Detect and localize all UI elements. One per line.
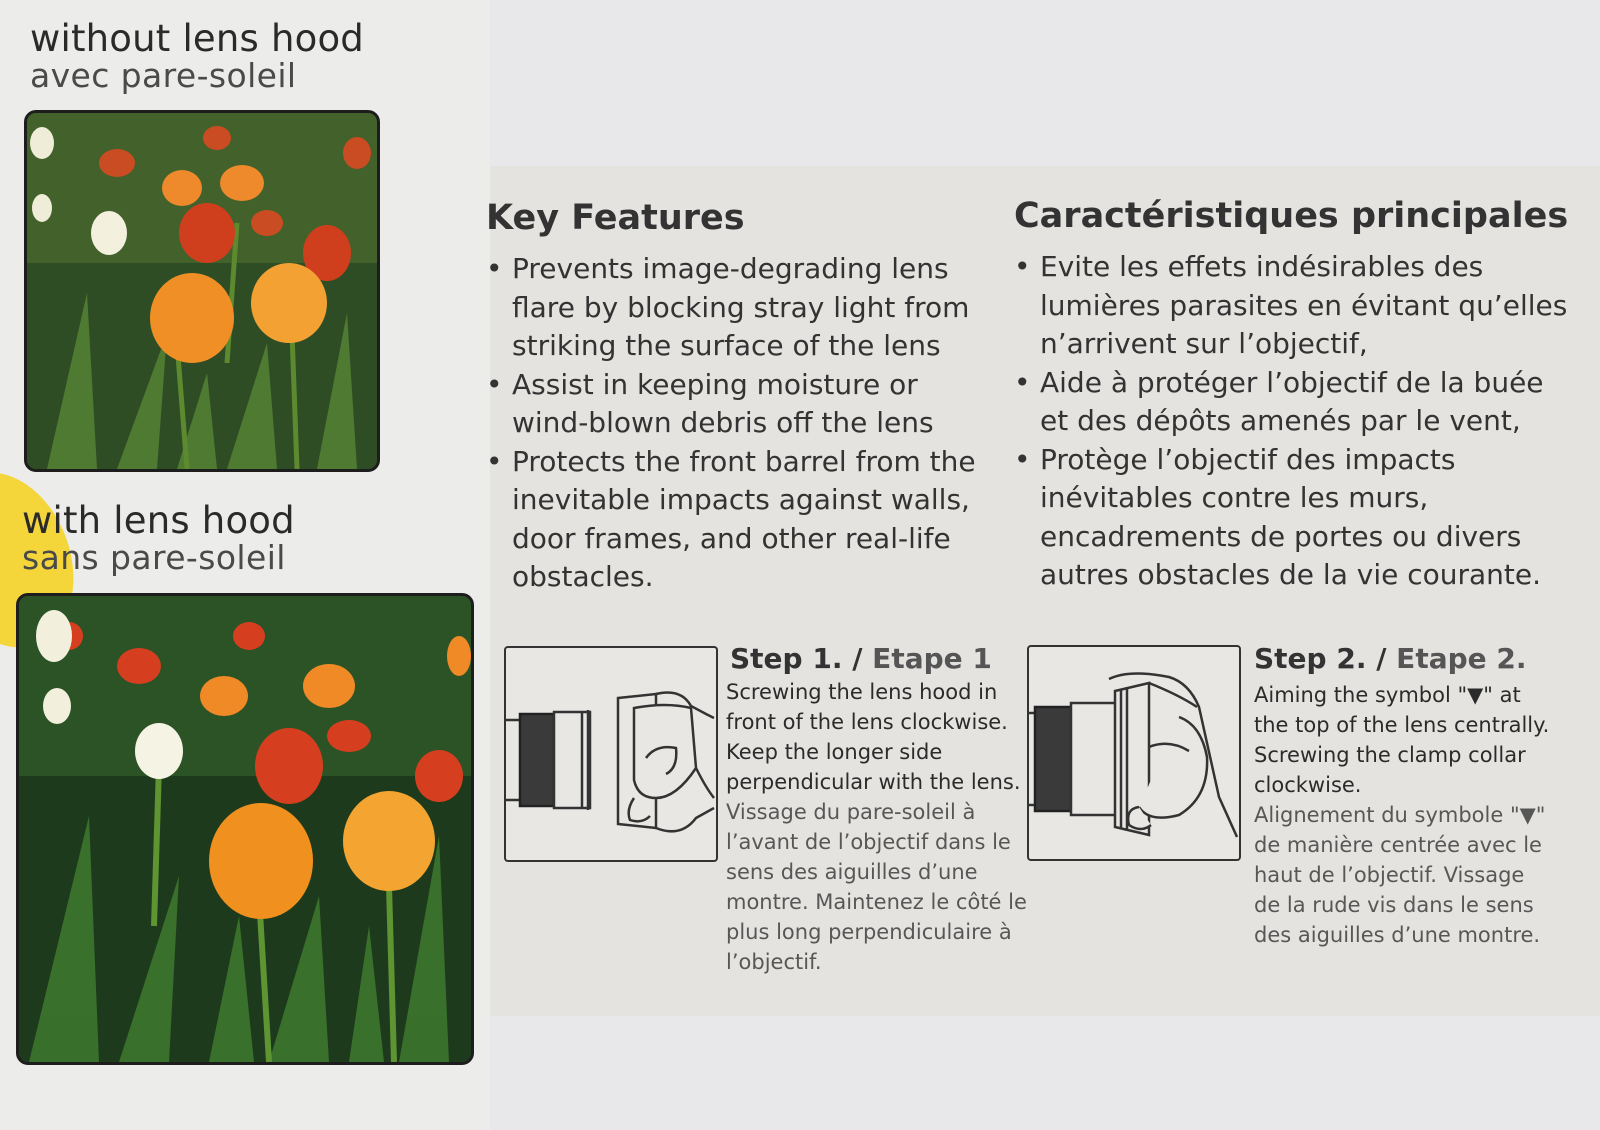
key-features-heading: Key Features <box>486 198 745 238</box>
tulip-photo-without-hood <box>24 110 380 472</box>
top-caption <box>30 17 364 95</box>
step2-title <box>1254 642 1527 675</box>
feature-item-fr: • Evite les effets indésirables des lumières parasites en évitant qu’elles n’arrivent sur l’objectif, <box>1014 248 1574 364</box>
step1-text-fr: Vissage du pare-soleil à l’avant de l’objectif dans le sens des aiguilles d’une montre. Maintenez le côté le plus long perpendiculaire à l’objectif. <box>726 800 1027 974</box>
top-caption-fr: avec pare-soleil <box>30 55 297 95</box>
key-features-list <box>486 250 986 597</box>
step1-illustration <box>504 646 718 862</box>
step2-text <box>1254 680 1554 950</box>
feature-item-fr: • Aide à protéger l’objectif de la buée et des dépôts amenés par le vent, <box>1014 364 1574 441</box>
step2-title-fr: Etape 2. <box>1386 642 1527 675</box>
left-panel <box>0 0 490 1130</box>
bottom-caption-fr: sans pare-soleil <box>22 537 286 577</box>
bottom-caption <box>22 499 295 577</box>
feature-item-en: • Assist in keeping moisture or wind-blown debris off the lens <box>486 366 986 443</box>
caracteristiques-list <box>1014 248 1574 595</box>
tulip-photo-with-hood <box>16 593 474 1065</box>
bottom-caption-en: with lens hood <box>22 499 295 542</box>
lens-hood-clamp-icon <box>1029 647 1239 859</box>
feature-item-fr: • Protège l’objectif des impacts inévitables contre les murs, encadrements de portes ou divers autres obstacles de la vie courante. <box>1014 441 1574 595</box>
step2-illustration <box>1027 645 1241 861</box>
feature-item-en: • Protects the front barrel from the inevitable impacts against walls, door frames, and other real-life obstacles. <box>486 443 986 597</box>
step2-title-en: Step 2. / <box>1254 642 1387 675</box>
feature-item-en: • Prevents image-degrading lens flare by blocking stray light from striking the surface of the lens <box>486 250 986 366</box>
step1-text-en: Screwing the lens hood in front of the lens clockwise. Keep the longer side perpendicular with the lens. <box>726 680 1021 794</box>
step1-title-en: Step 1. / <box>730 642 863 675</box>
step2-text-fr: Alignement du symbole "▼" de manière centrée avec le haut de l’objectif. Vissage de la rude vis dans le sens des aiguilles d’une montre. <box>1254 803 1546 947</box>
step1-title-fr: Etape 1 <box>862 642 992 675</box>
top-caption-en: without lens hood <box>30 17 364 60</box>
step1-text <box>726 677 1031 977</box>
caracteristiques-heading: Caractéristiques principales <box>1014 196 1569 236</box>
main-panel <box>486 166 1600 1016</box>
lens-hood-alignment-icon <box>506 648 716 860</box>
step2-text-en: Aiming the symbol "▼" at the top of the lens centrally. Screwing the clamp collar clockwise. <box>1254 683 1550 797</box>
step1-title <box>730 642 992 675</box>
